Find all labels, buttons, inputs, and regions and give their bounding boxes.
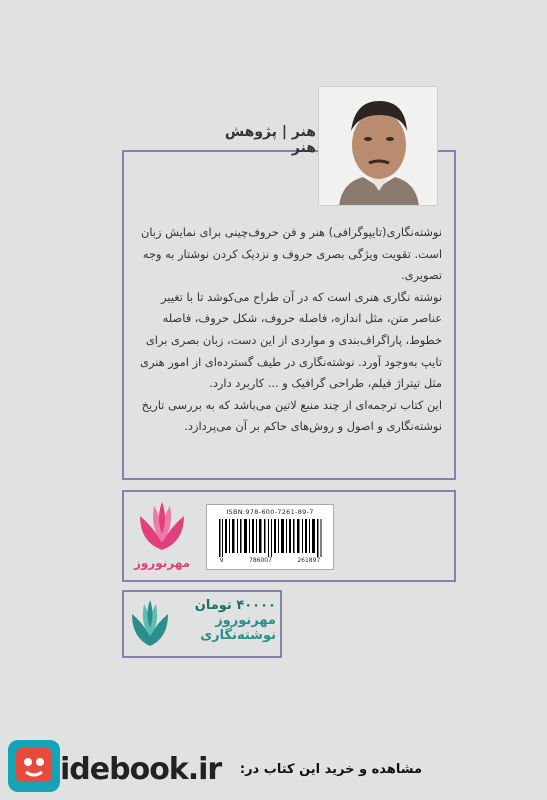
isbn-number: ISBN:978-600-7261-89-7 <box>226 508 314 516</box>
barcode <box>206 504 334 570</box>
publisher-logo <box>132 498 192 574</box>
watermark-brand[interactable]: idebook.ir <box>60 752 222 787</box>
price-box-logo <box>128 596 172 650</box>
lotus-icon <box>132 498 192 554</box>
idebook-logo-icon <box>8 740 60 792</box>
author-photo <box>318 86 438 206</box>
author-portrait-image <box>319 87 438 206</box>
barcode-digit-group: 9 <box>219 557 224 564</box>
barcode-digits <box>207 557 333 564</box>
description-paragraph: این کتاب ترجمه‌ای از چند منبع لاتین می‌باشد که به بررسی تاریخ نوشته‌نگاری و اصول و روش‌های حاکم بر آن می‌پردازد. <box>141 397 442 434</box>
book-icon <box>8 740 60 792</box>
book-description <box>138 222 442 438</box>
lotus-icon <box>128 596 172 650</box>
price-info <box>176 598 276 643</box>
watermark-tagline: مشاهده و خرید این کتاب در: <box>239 762 422 777</box>
price-publisher: مهرنوروز <box>215 613 276 628</box>
price-book-title: نوشته‌نگاری <box>200 628 276 643</box>
barcode-bars <box>219 519 323 557</box>
publisher-name: مهرنوروز <box>133 556 191 570</box>
description-paragraph: نوشته‌نگاری(تایپوگرافی) هنر و فن حروف‌چینی برای نمایش زبان است. تقویت ویژگی بصری حروف و نزدیک کردن نوشتار به وجه تصویری. <box>140 225 442 283</box>
description-paragraph: نوشته نگاری هنری است که در آن طراح می‌کوشد تا با تغییر عناصر متن، مثل اندازه، فاصله حروف، شکل حروف، فاصله خطوط، پاراگراف‌بندی و مواردی از این دست، زبان بصری برای تایپ به‌وجود آورد. نوشته‌نگاری در طیف گسترده‌ای از امور هنری مثل تیتراژ فیلم، طراحی گرافیک و ... کاربرد دارد. <box>140 289 442 391</box>
price-label: ۴۰۰۰۰ تومان <box>194 598 276 613</box>
barcode-digit-group: 261897 <box>297 557 321 564</box>
barcode-digit-group: 786007 <box>249 557 272 564</box>
series-title: هنر | پژوهش هنر <box>224 124 316 156</box>
